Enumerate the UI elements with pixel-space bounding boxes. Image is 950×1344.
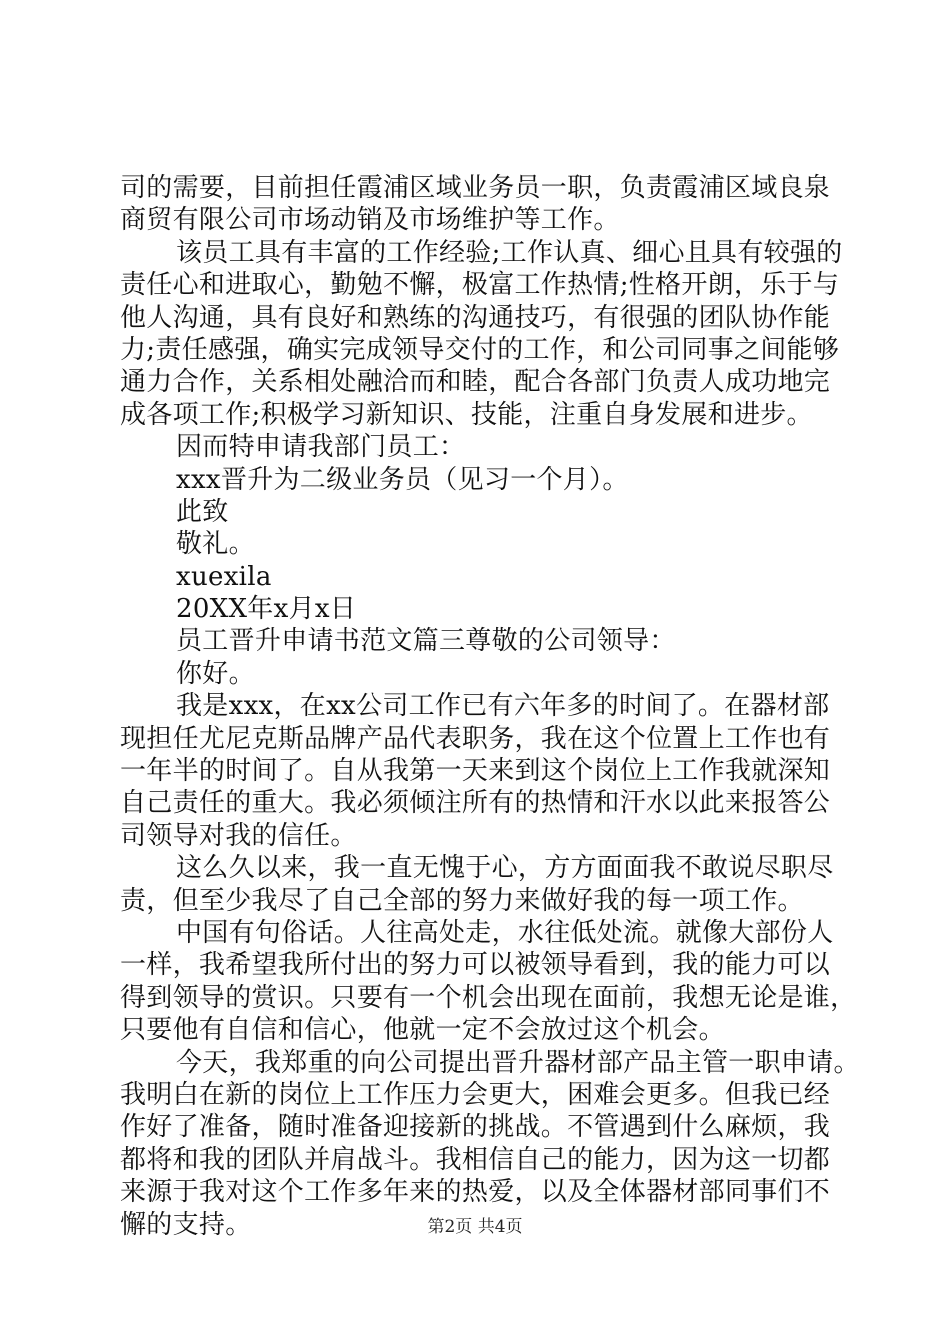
text-line: 员工晋升申请书范文篇三尊敬的公司领导：	[176, 626, 676, 657]
text-line: 司的需要，目前担任霞浦区域业务员一职，负责霞浦区域良泉	[120, 173, 831, 203]
text-line: 他人沟通，具有良好和熟练的沟通技巧，有很强的团队协作能	[120, 302, 831, 333]
text-line: 你好。	[176, 658, 255, 689]
text-line: 作好了准备，随时准备迎接新的挑战。不管遇到什么麻烦，我	[120, 1112, 831, 1143]
text-line: 此致	[176, 496, 229, 527]
text-line: 责，但至少我尽了自己全部的努力来做好我的每一项工作。	[120, 885, 804, 916]
text-line: xxx晋升为二级业务员（见习一个月）。	[176, 464, 629, 495]
text-line: 因而特申请我部门员工：	[176, 432, 466, 463]
text-line: 力;责任感强，确实完成领导交付的工作，和公司同事之间能够	[120, 334, 840, 365]
text-line: 一年半的时间了。自从我第一天来到这个岗位上工作我就深知	[120, 756, 831, 787]
text-line: 都将和我的团队并肩战斗。我相信自己的能力，因为这一切都	[120, 1144, 831, 1175]
text-line: 我明白在新的岗位上工作压力会更大，困难会更多。但我已经	[120, 1079, 831, 1110]
text-line: 中国有句俗话。人往高处走，水往低处流。就像大部份人	[176, 917, 834, 948]
text-line: 商贸有限公司市场动销及市场维护等工作。	[120, 205, 620, 236]
text-line: 懈的支持。	[120, 1209, 252, 1240]
page-footer: 第2页 共4页	[427, 1217, 523, 1237]
text-line: 司领导对我的信任。	[120, 820, 357, 851]
text-line: 这么久以来，我一直无愧于心，方方面面我不敢说尽职尽	[176, 853, 834, 884]
text-line: 20XX年x月x日	[176, 594, 357, 625]
text-line: 通力合作，关系相处融洽而和睦，配合各部门负责人成功地完	[120, 367, 831, 398]
text-line: 责任心和进取心，勤勉不懈，极富工作热情;性格开朗，乐于与	[120, 270, 840, 301]
text-line: 自己责任的重大。我必须倾注所有的热情和汗水以此来报答公	[120, 788, 831, 819]
text-line: 我是xxx，在xx公司工作已有六年多的时间了。在器材部	[176, 691, 830, 722]
text-line: 得到领导的赏识。只要有一个机会出现在面前，我想无论是谁，	[120, 982, 857, 1013]
document-body	[120, 172, 860, 1241]
text-line: 来源于我对这个工作多年来的热爱，以及全体器材部同事们不	[120, 1177, 831, 1208]
text-line: 只要他有自信和信心，他就一定不会放过这个机会。	[120, 1015, 725, 1046]
text-line: 成各项工作;积极学习新知识、技能，注重自身发展和进步。	[120, 399, 813, 430]
text-line: 敬礼。	[176, 529, 255, 560]
text-line: 该员工具有丰富的工作经验;工作认真、细心且具有较强的	[176, 237, 843, 268]
text-line: 今天，我郑重的向公司提出晋升器材部产品主管一职申请。	[176, 1047, 860, 1078]
text-line: 一样，我希望我所付出的努力可以被领导看到，我的能力可以	[120, 950, 831, 981]
text-line: 现担任尤尼克斯品牌产品代表职务，我在这个位置上工作也有	[120, 723, 831, 754]
text-line: xuexila	[176, 561, 272, 592]
